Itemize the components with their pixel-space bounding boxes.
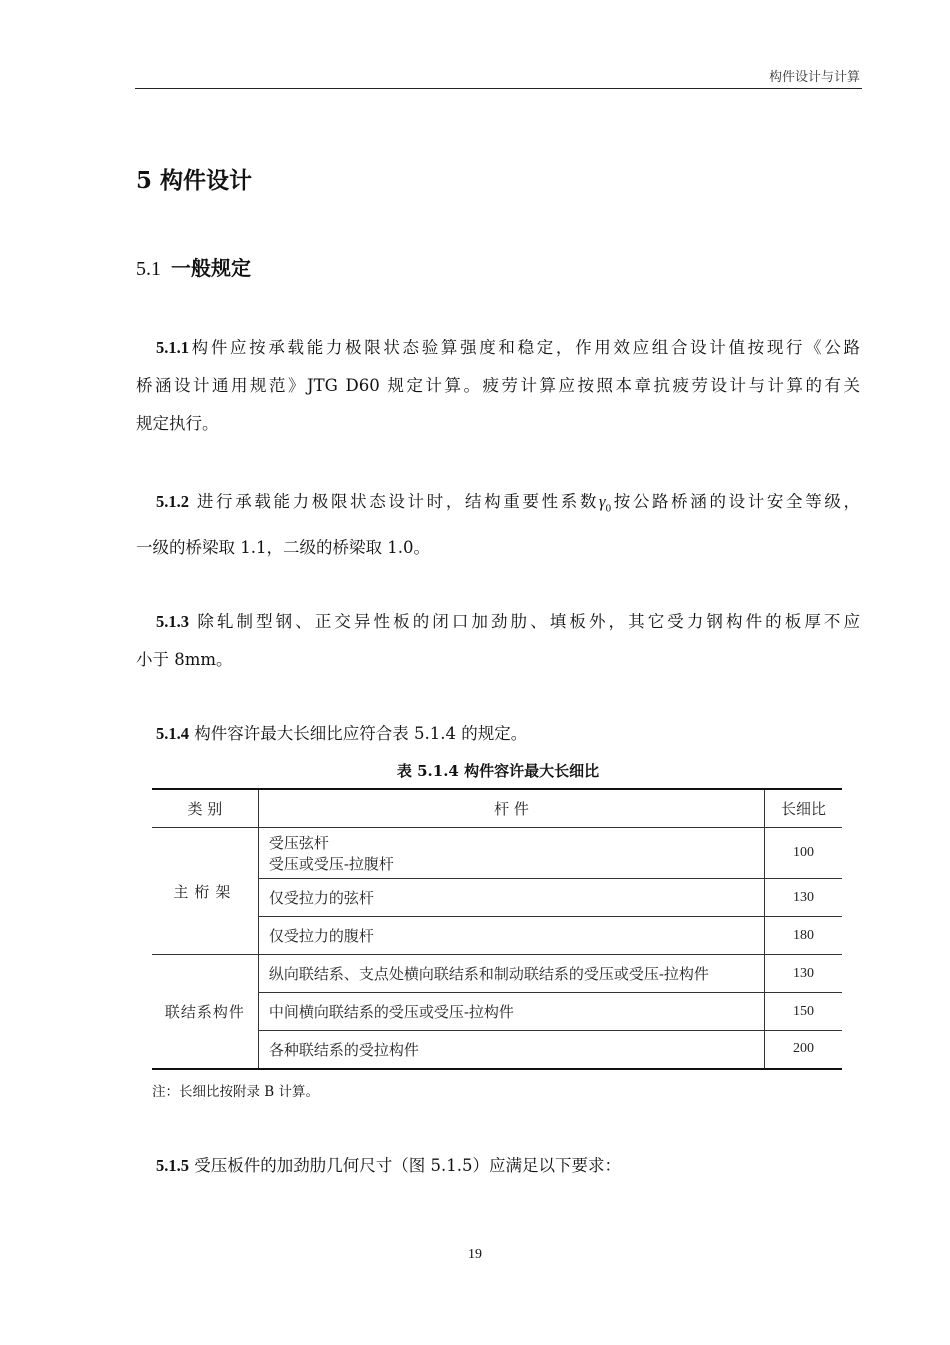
header-member: 杆 件 — [258, 789, 764, 828]
section-number: 5.1 — [136, 258, 161, 280]
section-heading: 一般规定 — [171, 256, 251, 280]
ratio-cell: 130 — [765, 955, 842, 993]
clause-text: 构件容许最大长细比应符合表 5.1.4 的规定。 — [194, 724, 528, 743]
clause-text: 受压板件的加劲肋几何尺寸（图 5.1.5）应满足以下要求： — [194, 1156, 621, 1175]
member-cell: 受压弦杆 受压或受压-拉腹杆 — [258, 828, 764, 879]
running-header: 构件设计与计算 — [768, 70, 860, 85]
ratio-cell: 130 — [765, 879, 842, 917]
clause-5-1-3-line1 — [156, 608, 860, 632]
table-header-row — [152, 789, 842, 828]
header-category: 类 别 — [152, 789, 258, 828]
clause-number: 5.1.1 — [156, 338, 189, 357]
clause-5-1-5-line1 — [156, 1152, 621, 1176]
header-rule — [135, 88, 862, 89]
member-cell: 纵向联结系、支点处横向联结系和制动联结系的受压或受压-拉构件 — [258, 955, 764, 993]
slenderness-table — [152, 788, 842, 1070]
member-cell: 仅受拉力的弦杆 — [258, 879, 764, 917]
chapter-title: 5 构件设计 — [136, 167, 253, 194]
clause-5-1-4-line1 — [156, 720, 527, 744]
clause-5-1-1-line3: 规定执行。 — [136, 414, 219, 433]
header-ratio: 长细比 — [765, 789, 842, 828]
member-cell: 中间横向联结系的受压或受压-拉构件 — [258, 993, 764, 1031]
clause-text-cont: 按公路桥涵的设计安全等级， — [611, 492, 861, 511]
clause-number: 5.1.4 — [156, 724, 189, 743]
ratio-cell: 100 — [765, 828, 842, 879]
table-caption: 表 5.1.4 构件容许最大长细比 — [396, 762, 600, 780]
member-cell: 仅受拉力的腹杆 — [258, 917, 764, 955]
clause-number: 5.1.3 — [156, 612, 189, 631]
clause-5-1-1 — [136, 334, 860, 434]
clause-text: 构件应按承载能力极限状态验算强度和稳定，作用效应组合设计值按现行《公路 — [189, 338, 860, 357]
clause-5-1-2-line1 — [156, 488, 860, 514]
clause-5-1-1-line1 — [156, 334, 860, 358]
clause-5-1-2-line2: 一级的桥梁取 1.1，二级的桥梁取 1.0。 — [136, 538, 430, 557]
member-cell: 各种联结系的受拉构件 — [258, 1031, 764, 1069]
clause-number: 5.1.2 — [156, 492, 189, 511]
clause-5-1-1-line2: 桥涵设计通用规范》JTG D60 规定计算。疲劳计算应按照本章抗疲劳设计与计算的有关 — [136, 376, 860, 395]
clause-5-1-4 — [136, 720, 860, 750]
ratio-cell: 150 — [765, 993, 842, 1031]
clause-text: 除轧制型钢、正交异性板的闭口加劲肋、填板外，其它受力钢构件的板厚不应 — [197, 612, 860, 631]
clause-5-1-3 — [136, 608, 860, 678]
table-note: 注：长细比按附录 B 计算。 — [152, 1084, 320, 1100]
clause-5-1-2 — [136, 488, 860, 558]
gamma-symbol: $\gamma_0$ — [599, 492, 612, 515]
page-number: 19 — [468, 1247, 482, 1262]
ratio-cell: 180 — [765, 917, 842, 955]
section-title — [136, 252, 251, 281]
clause-5-1-5 — [136, 1152, 860, 1182]
table-row — [152, 828, 842, 879]
clause-number: 5.1.5 — [156, 1156, 189, 1175]
clause-text: 进行承载能力极限状态设计时，结构重要性系数 — [196, 492, 600, 511]
table-row — [152, 955, 842, 993]
clause-5-1-3-line2: 小于 8mm。 — [136, 650, 233, 669]
ratio-cell: 200 — [765, 1031, 842, 1069]
category-cell: 主桁架 — [152, 828, 258, 955]
category-cell: 联结系构件 — [152, 955, 258, 1069]
